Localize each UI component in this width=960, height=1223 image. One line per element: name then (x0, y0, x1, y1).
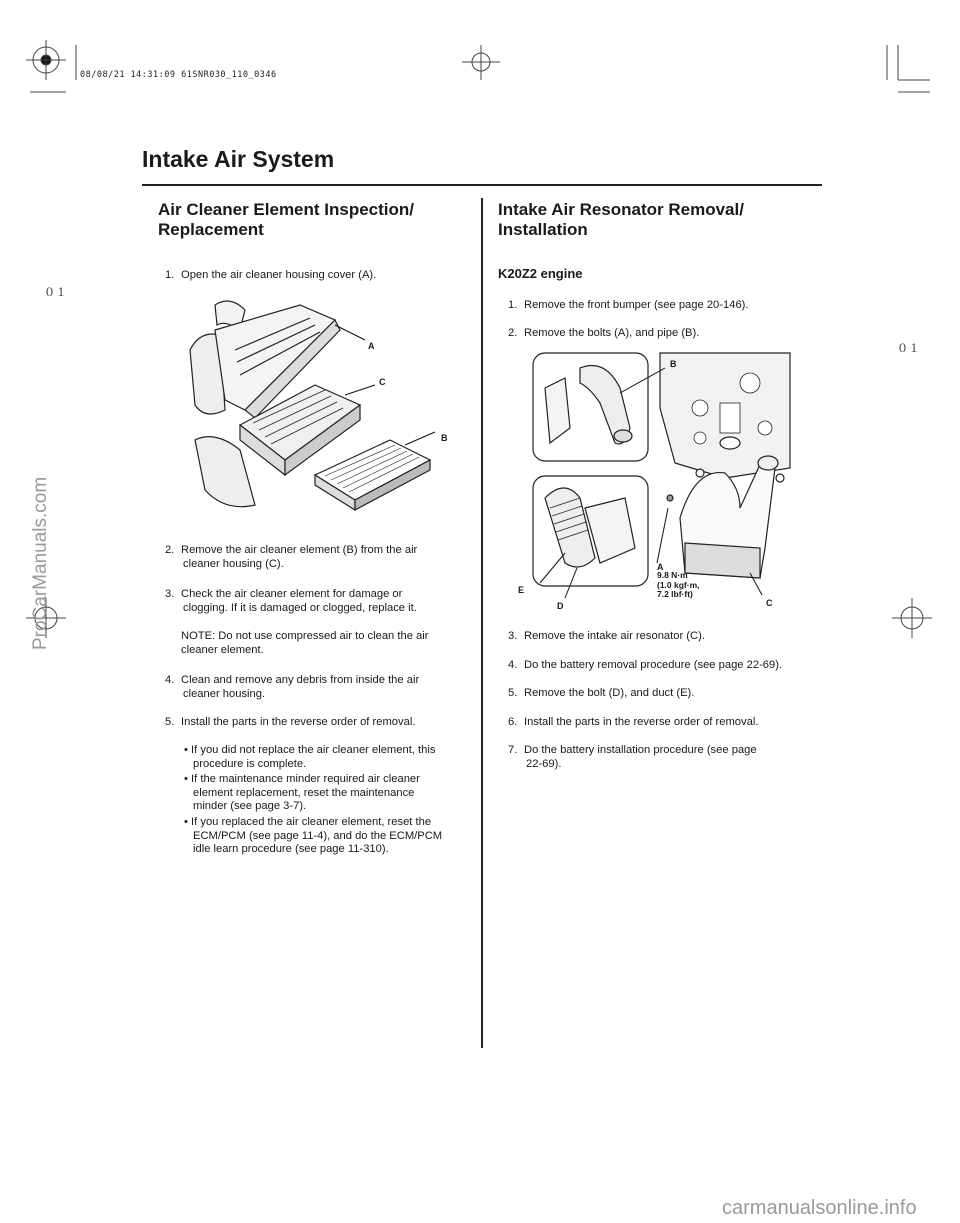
callout-b-right: B (670, 359, 677, 369)
right-step-1: 1. Remove the front bumper (see page 20-146). (508, 299, 749, 311)
left-step-3: 3. Check the air cleaner element for damage or clogging. If it is damaged or clogged, replace it. (165, 588, 417, 614)
callout-c-left: C (379, 377, 386, 387)
left-bullet-3: • If you replaced the air cleaner element, reset the ECM/PCM (see page 11-4), and do the ECM/PCM idle learn procedure (see page 11-310). (184, 816, 443, 855)
side-watermark: ProCarManuals.com (30, 476, 51, 650)
right-section-title: Intake Air Resonator Removal/ Installation (498, 200, 744, 239)
callout-e-right: E (518, 585, 525, 595)
right-margin-mark: ０１ (897, 342, 920, 355)
callout-a-right: A (657, 562, 664, 572)
title-rule (142, 184, 822, 186)
print-stamp: 08/08/21 14:31:09 61SNR030_110_0346 (80, 70, 277, 80)
torque-spec: 9.8 N·m (1.0 kgf·m, 7.2 lbf·ft) (657, 570, 700, 599)
left-bullet-2: • If the maintenance minder required air cleaner element replacement, reset the maintenance minder (see page 3-7). (184, 773, 420, 812)
left-note: NOTE: Do not use compressed air to clean the air cleaner element. (181, 630, 429, 656)
footer-watermark[interactable]: carmanualsonline.info (722, 1197, 917, 1219)
left-bullet-1: • If you did not replace the air cleaner element, this procedure is complete. (184, 744, 436, 770)
right-step-7: 7. Do the battery installation procedure (see page 22-69). (508, 744, 757, 770)
left-step-1: 1. Open the air cleaner housing cover (A). (165, 269, 377, 281)
callout-c-right: C (766, 598, 773, 608)
right-step-5: 5. Remove the bolt (D), and duct (E). (508, 687, 695, 699)
right-step-6: 6. Install the parts in the reverse order of removal. (508, 716, 759, 728)
column-divider (481, 198, 483, 1048)
left-section-title: Air Cleaner Element Inspection/ Replacement (158, 200, 415, 239)
page-title: Intake Air System (142, 146, 335, 172)
right-step-3: 3. Remove the intake air resonator (C). (508, 630, 705, 642)
callout-a-left: A (368, 341, 375, 351)
right-step-4: 4. Do the battery removal procedure (see page 22-69). (508, 659, 783, 671)
left-margin-mark: ０１ (44, 286, 67, 299)
engine-subtitle: K20Z2 engine (498, 266, 583, 281)
air-cleaner-illustration (185, 290, 465, 525)
left-step-2: 2. Remove the air cleaner element (B) from the air cleaner housing (C). (165, 544, 418, 570)
right-step-2: 2. Remove the bolts (A), and pipe (B). (508, 327, 700, 339)
callout-d-right: D (557, 601, 564, 611)
callout-b-left: B (441, 433, 448, 443)
left-step-4: 4. Clean and remove any debris from inside the air cleaner housing. (165, 674, 420, 700)
left-step-5: 5. Install the parts in the reverse order of removal. (165, 716, 416, 728)
